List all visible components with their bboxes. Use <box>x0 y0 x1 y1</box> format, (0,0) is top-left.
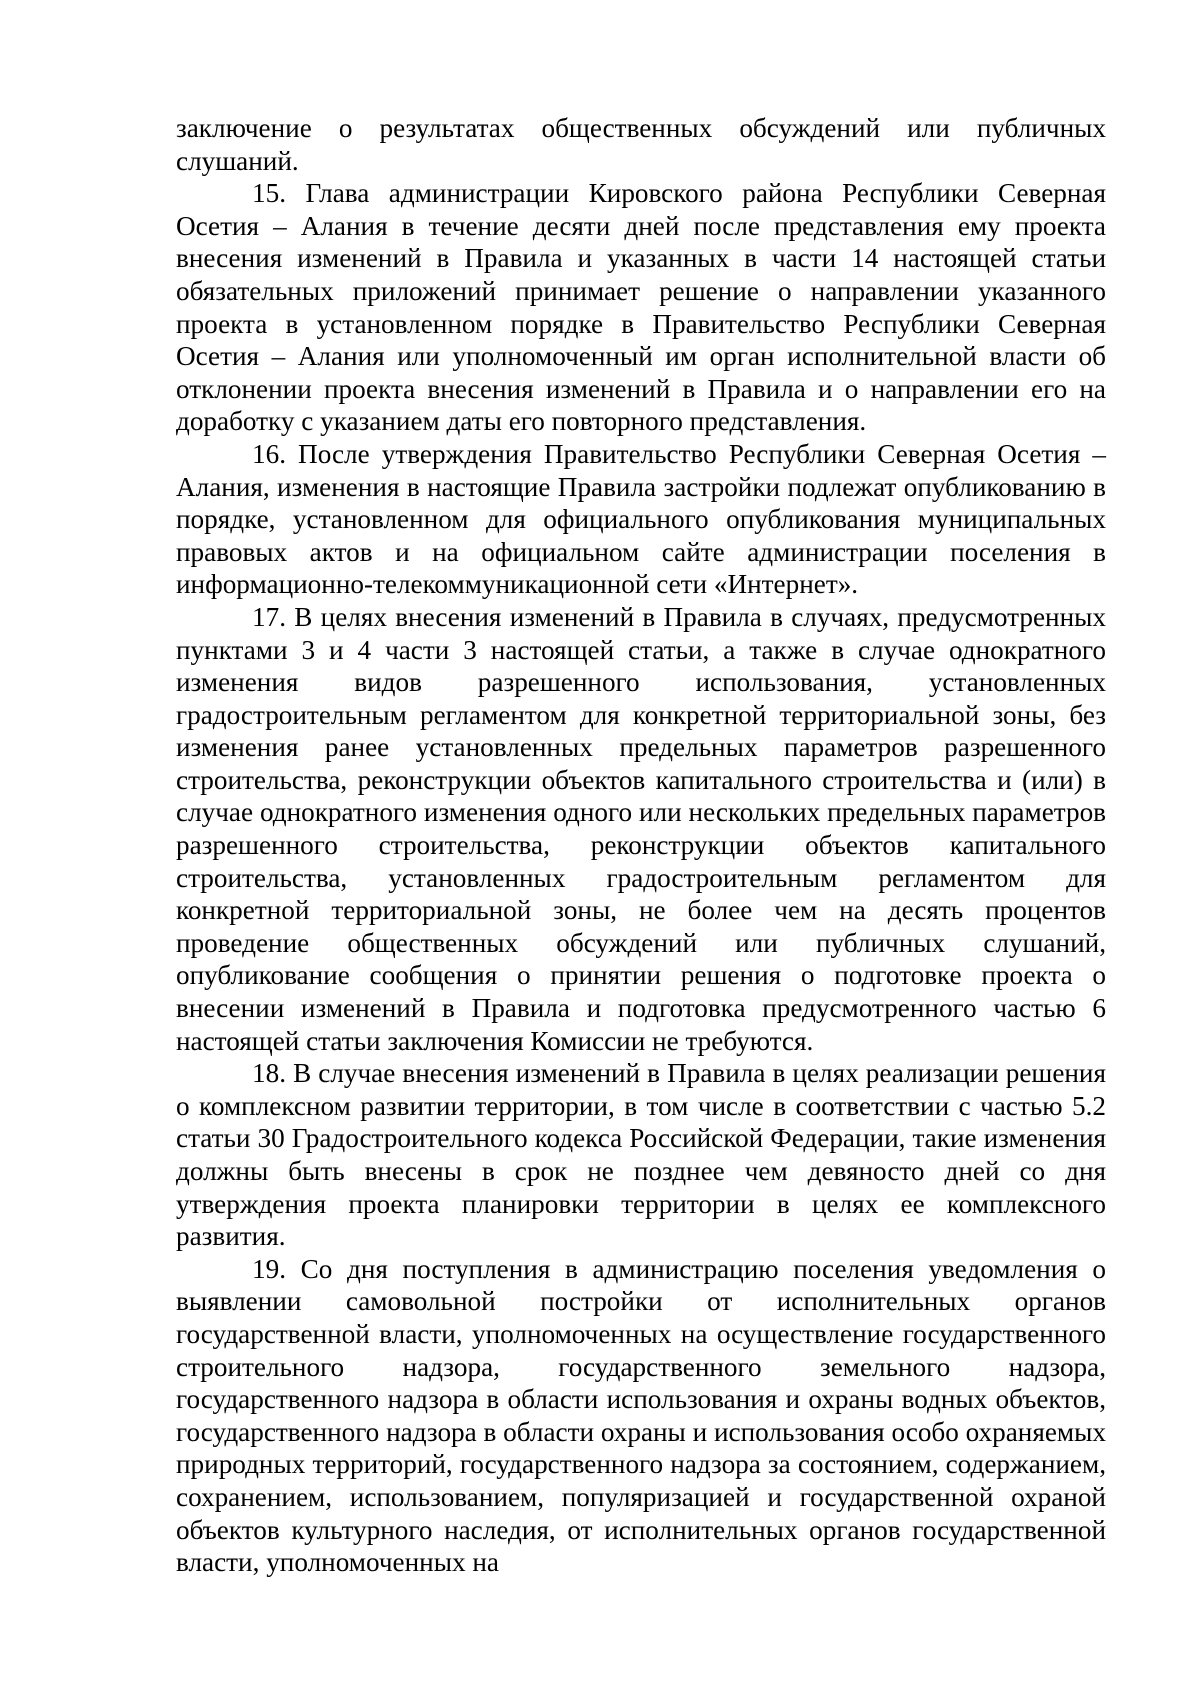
document-page <box>176 112 1106 1579</box>
paragraph-18: 18. В случае внесения изменений в Правила в целях реализации решения о комплексном развитии территории, в том числе в соответствии с частью 5.2 статьи 30 Градостроительного кодекса Российской Федерации, такие изменения должны быть внесены в срок не позднее чем девяносто дней со дня утверждения проекта планировки территории в целях ее комплексного развития. <box>176 1058 1106 1252</box>
paragraph-16: 16. После утверждения Правительство Республики Северная Осетия – Алания, изменения в настоящие Правила застройки подлежат опубликованию в порядке, установленном для официального опубликования муниципальных правовых актов и на официальном сайте администрации поселения в информационно-телекоммуникационной сети «Интернет». <box>176 438 1106 600</box>
paragraph-conclusion-continuation: заключение о результатах общественных обсуждений или публичных слушаний. <box>176 113 1106 176</box>
paragraph-17: 17. В целях внесения изменений в Правила в случаях, предусмотренных пунктами 3 и 4 части 3 настоящей статьи, а также в случае однократного изменения видов разрешенного использования, установленных градостроительным регламентом для конкретной территориальной зоны, без изменения ранее установленных предельных параметров разрешенного строительства, реконструкции объектов капитального строительства и (или) в случае однократного изменения одного или нескольких предельных параметров разрешенного строительства, реконструкции объектов капитального строительства, установленных градостроительным регламентом для конкретной территориальной зоны, не более чем на десять процентов проведение общественных обсуждений или публичных слушаний, опубликование сообщения о принятии решения о подготовке проекта о внесении изменений в Правила и подготовка предусмотренного частью 6 настоящей статьи заключения Комиссии не требуются. <box>176 601 1106 1056</box>
paragraph-15: 15. Глава администрации Кировского района Республики Северная Осетия – Алания в течение десяти дней после представления ему проекта внесения изменений в Правила и указанных в части 14 настоящей статьи обязательных приложений принимает решение о направлении указанного проекта в установленном порядке в Правительство Республики Северная Осетия – Алания или уполномоченный им орган исполнительной власти об отклонении проекта внесения изменений в Правила и о направлении его на доработку с указанием даты его повторного представления. <box>176 178 1106 437</box>
paragraph-19: 19. Со дня поступления в администрацию поселения уведомления о выявлении самовольной постройки от исполнительных органов государственной власти, уполномоченных на осуществление государственного строительного надзора, государственного земельного надзора, государственного надзора в области использования и охраны водных объектов, государственного надзора в области охраны и использования особо охраняемых природных территорий, государственного надзора за состоянием, содержанием, сохранением, использованием, популяризацией и государственной охраной объектов культурного наследия, от исполнительных органов государственной власти, уполномоченных на <box>176 1253 1106 1578</box>
